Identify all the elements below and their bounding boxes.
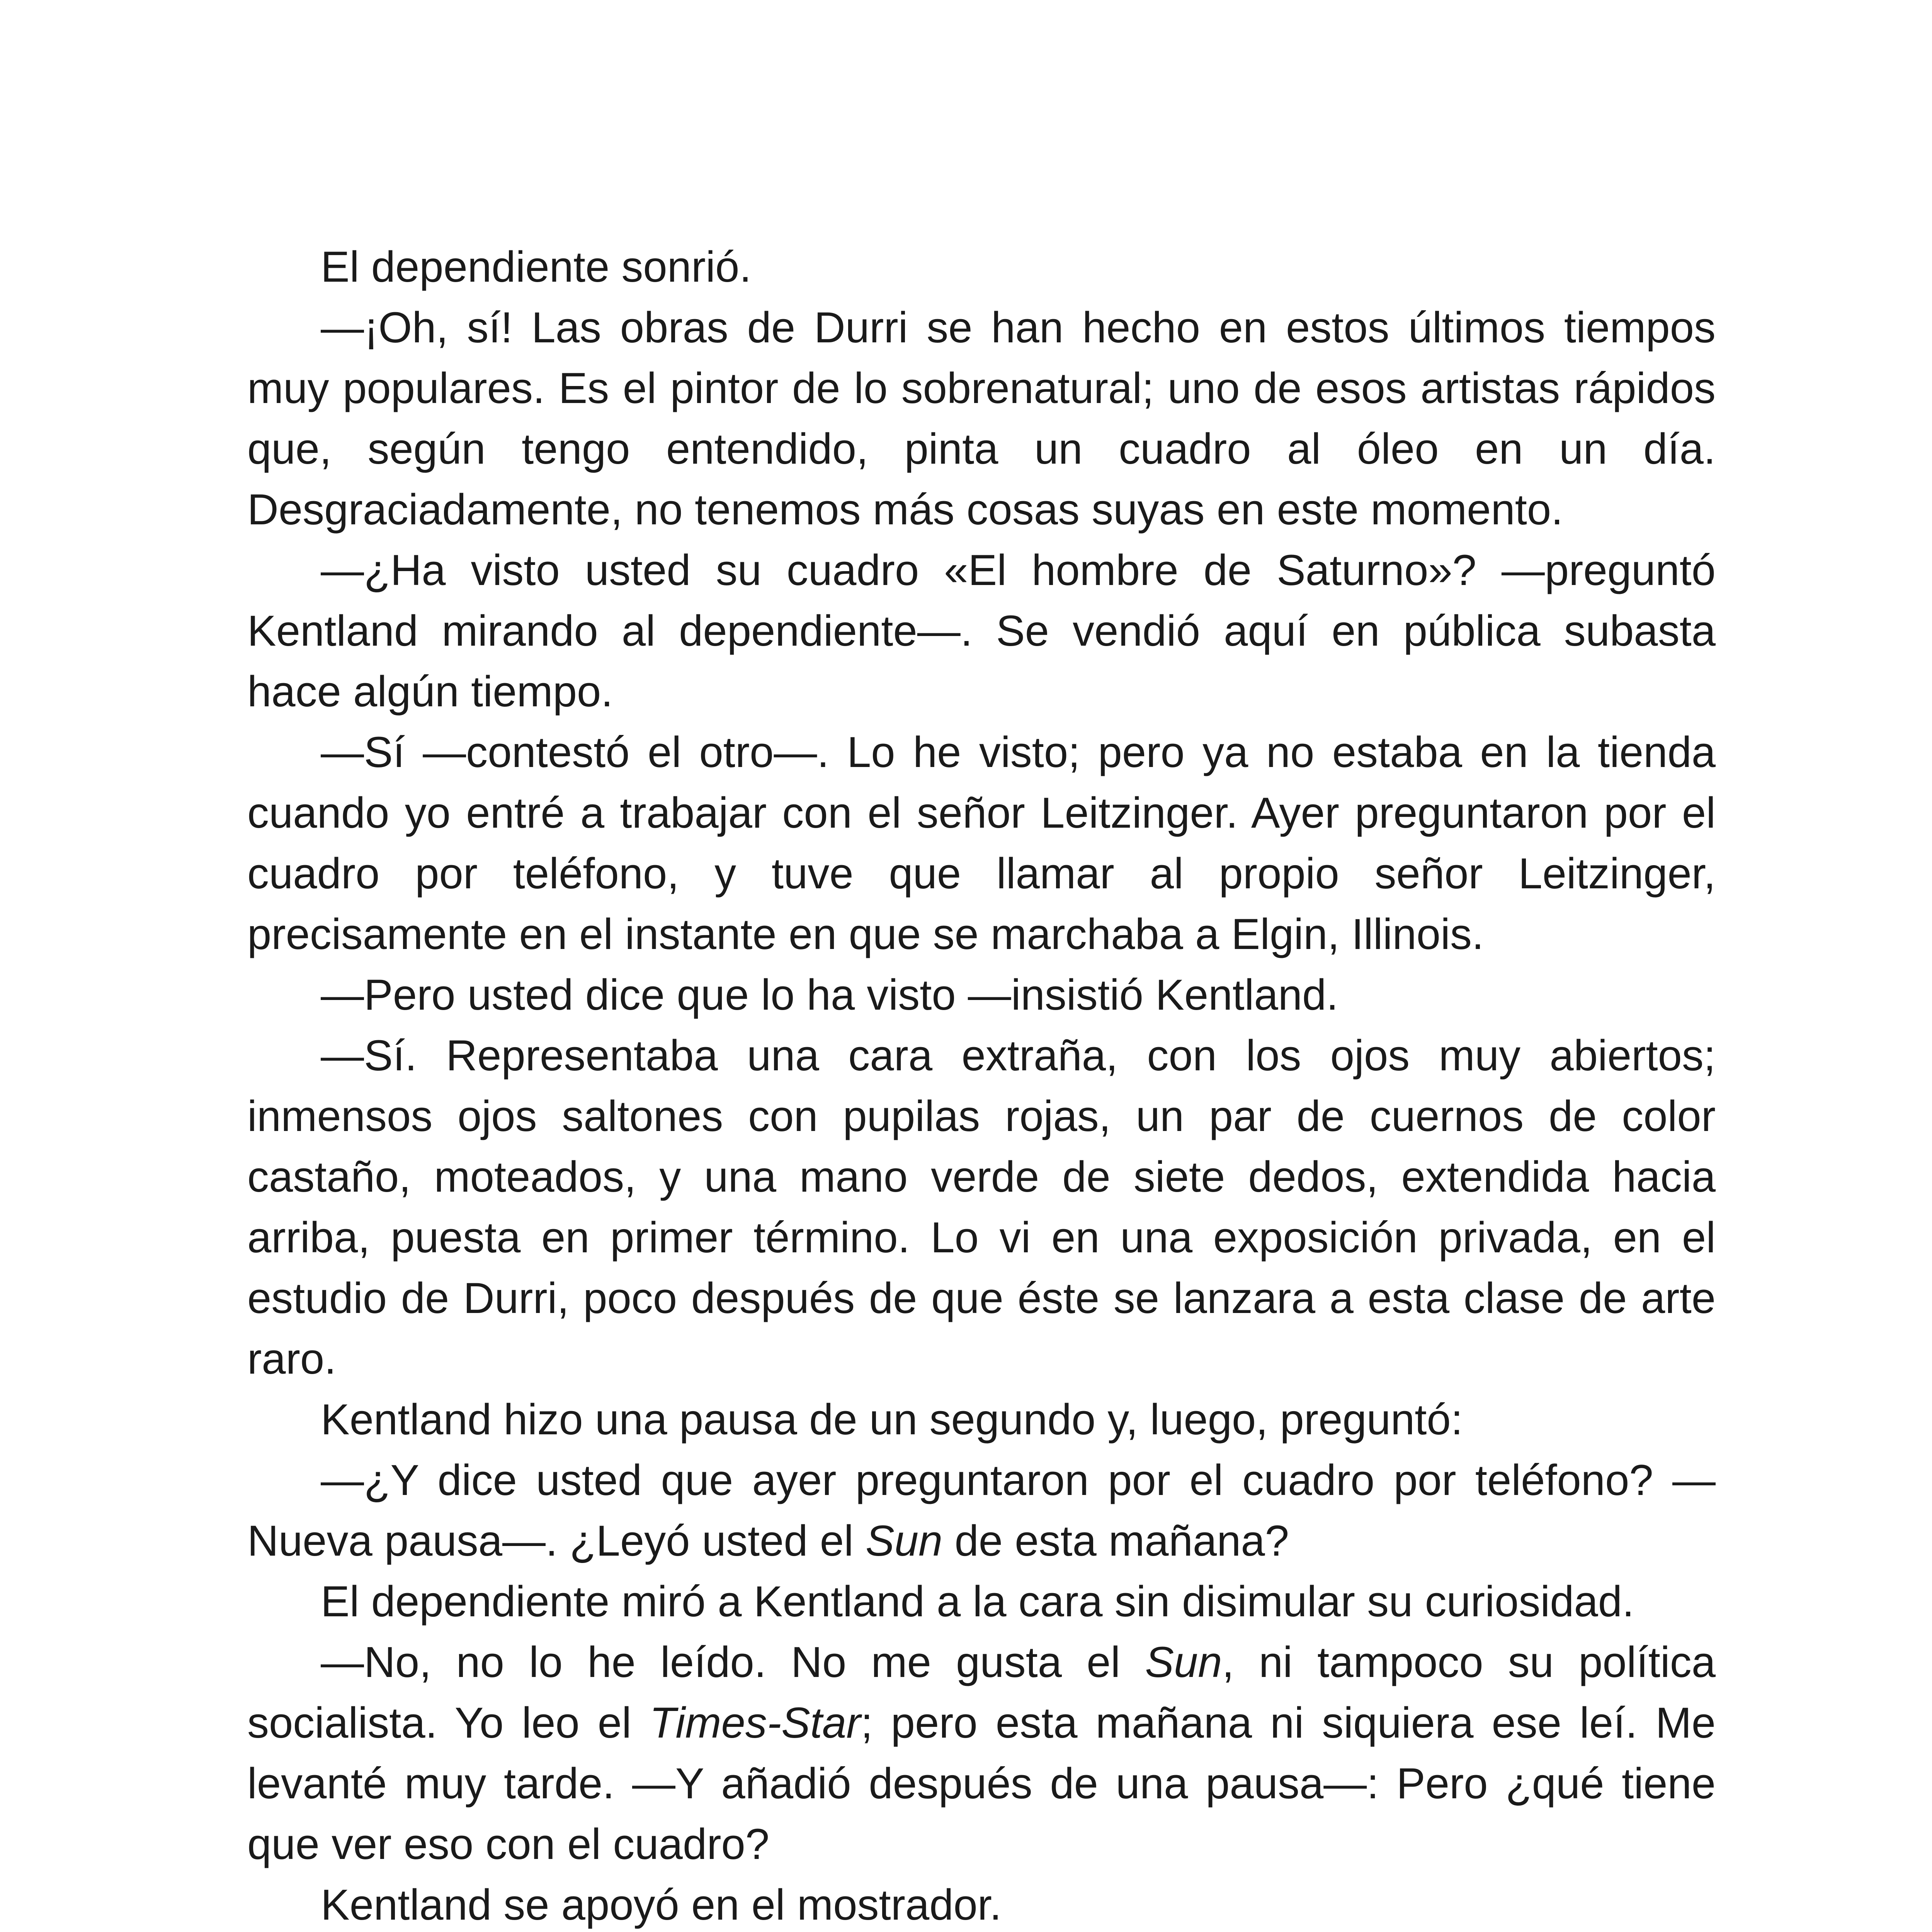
italic-text: Times-Star (649, 1699, 861, 1747)
italic-text: Sun (1145, 1638, 1222, 1686)
text-run: Kentland se apoyó en el mostrador. (321, 1881, 1002, 1929)
paragraph (247, 1025, 1716, 1389)
text-run: El dependiente miró a Kentland a la cara sin disimular su curiosidad. (321, 1577, 1634, 1626)
paragraph (247, 297, 1716, 540)
italic-text: Sun (866, 1517, 943, 1565)
paragraph (247, 1632, 1716, 1874)
text-run: Kentland hizo una pausa de un segundo y, luego, preguntó: (321, 1395, 1463, 1444)
paragraph (247, 540, 1716, 722)
text-run: ; pero esta mañana ni siquiera ese leí. Me levanté muy tarde. —Y añadió después de una pausa—: Pero ¿qué tiene que ver eso con el cuadro? (247, 1699, 1716, 1868)
text-run: —Sí —contestó el otro—. Lo he visto; pero ya no estaba en la tienda cuando yo entré a trabajar con el señor Leitzinger. Ayer preguntaron por el cuadro por teléfono, y tuve que llamar al propio señor Leitzinger, precisamente en el instante en que se marchaba a Elgin, Illinois. (247, 728, 1716, 958)
text-run: de esta mañana? (942, 1517, 1289, 1565)
paragraph (247, 1450, 1716, 1571)
text-run: —¿Ha visto usted su cuadro «El hombre de Saturno»? —preguntó Kentland mirando al dependiente—. Se vendió aquí en pública subasta hace algún tiempo. (247, 546, 1716, 716)
paragraph (247, 1874, 1716, 1932)
text-run: —No, no lo he leído. No me gusta el (321, 1638, 1145, 1686)
text-run: —¡Oh, sí! Las obras de Durri se han hecho en estos últimos tiempos muy populares. Es el pintor de lo sobrenatural; uno de esos artistas rápidos que, según tengo entendido, pinta un cuadro al óleo en un día. Desgraciadamente, no tenemos más cosas suyas en este momento. (247, 303, 1716, 534)
paragraph (247, 1389, 1716, 1450)
text-run: , ni tampoco su política socialista. Yo leo el (247, 1638, 1716, 1747)
paragraph (247, 236, 1716, 297)
paragraph (247, 964, 1716, 1025)
body-text (247, 236, 1716, 1932)
text-run: —Sí. Representaba una cara extraña, con los ojos muy abiertos; inmensos ojos saltones con pupilas rojas, un par de cuernos de color castaño, moteados, y una mano verde de siete dedos, extendida hacia arriba, puesta en primer término. Lo vi en una exposición privada, en el estudio de Durri, poco después de que éste se lanzara a esta clase de arte raro. (247, 1031, 1716, 1383)
paragraph (247, 1571, 1716, 1632)
paragraph (247, 722, 1716, 964)
text-run: —Pero usted dice que lo ha visto —insistió Kentland. (321, 971, 1338, 1019)
text-run: —¿Y dice usted que ayer preguntaron por el cuadro por teléfono? —Nueva pausa—. ¿Leyó usted el (247, 1456, 1716, 1565)
text-run: El dependiente sonrió. (321, 243, 752, 291)
